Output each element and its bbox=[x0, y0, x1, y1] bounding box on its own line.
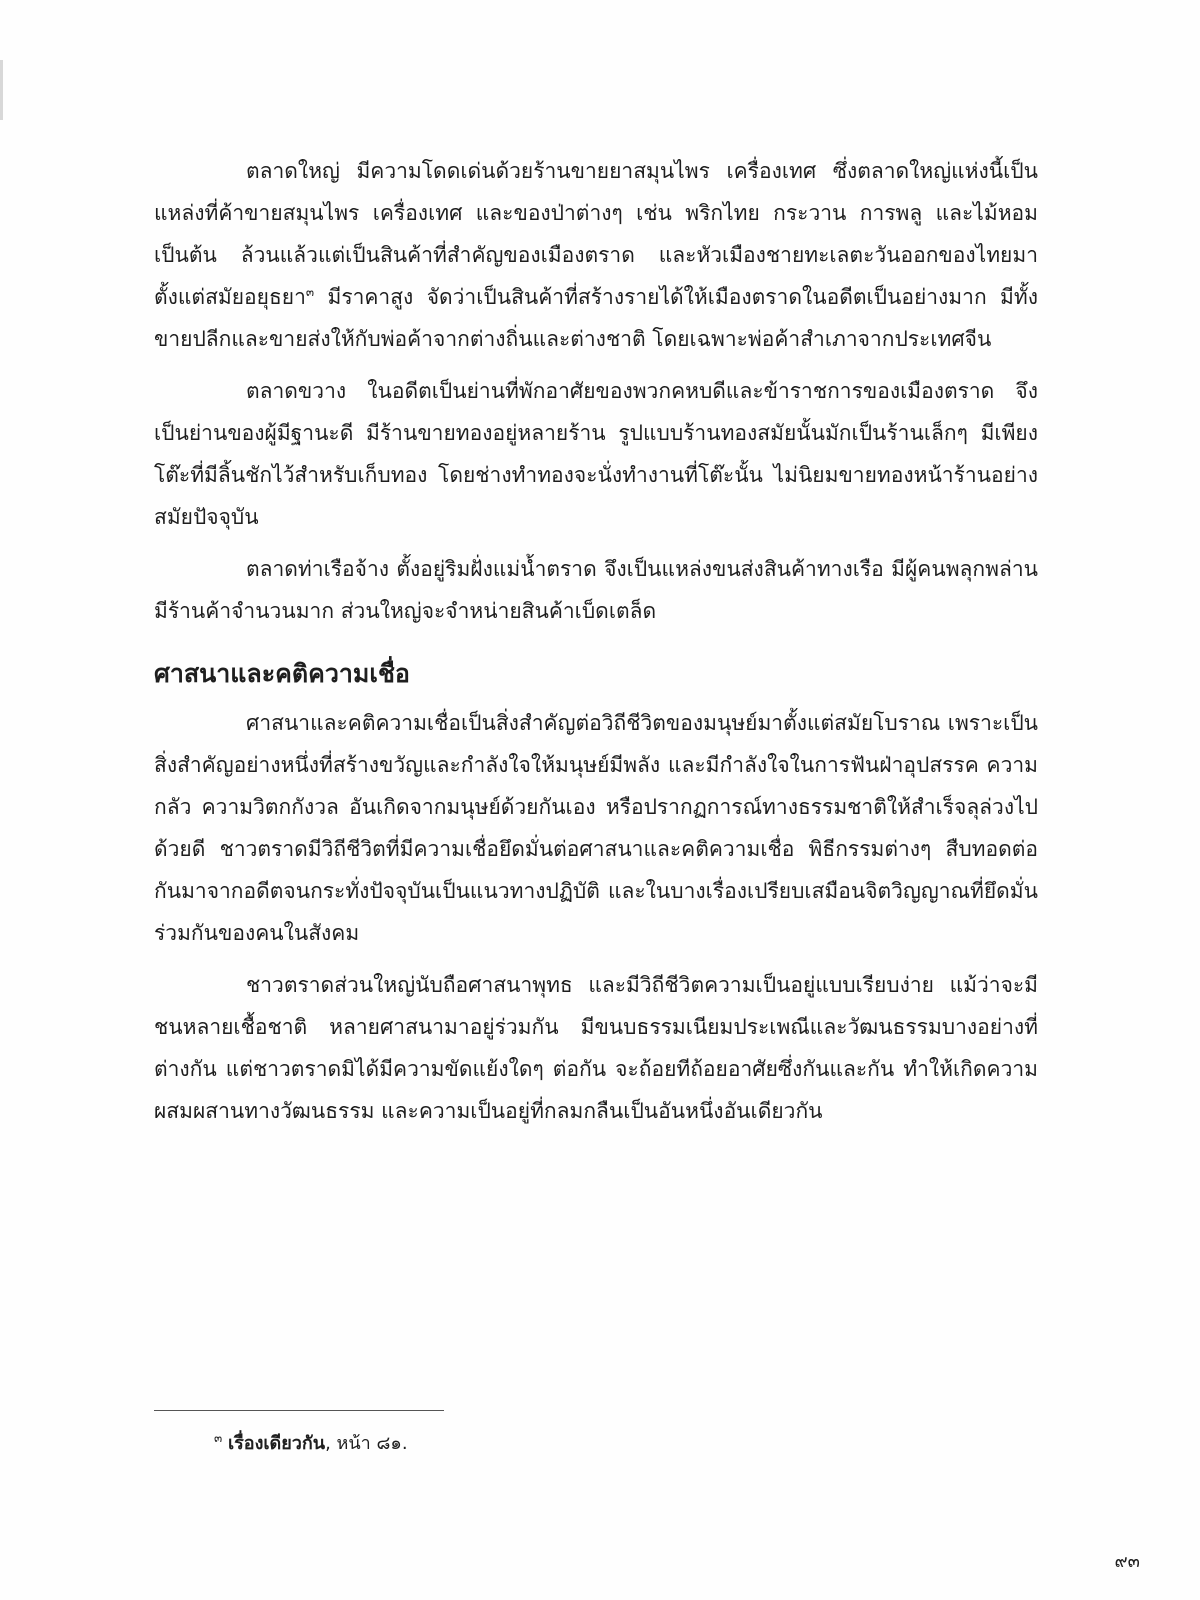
footnote-divider bbox=[154, 1410, 444, 1411]
footnote-reference: ๓ bbox=[305, 285, 315, 299]
footnote-page-ref: , หน้า ๘๑. bbox=[325, 1433, 408, 1454]
footnote-marker: ๓ bbox=[214, 1431, 223, 1445]
paragraph-text: ตลาดใหญ่ มีความโดดเด่นด้วยร้านขายยาสมุนไพร เครื่องเทศ ซึ่งตลาดใหญ่แห่งนี้เป็นแหล่งที่ค้าขายสมุนไพร เครื่องเทศ และของป่าต่างๆ เช่น พริกไทย กระวาน การพลู และไม้หอม เป็นต้น ล้วนแล้วแต่เป็นสินค้าที่สำคัญของเมืองตราด และหัวเมืองชายทะเลตะวันออกของไทยมาตั้งแต่สมัยอยุธยา bbox=[154, 159, 1038, 309]
body-text bbox=[154, 150, 1038, 1132]
paragraph-text-continued: มีราคาสูง จัดว่าเป็นสินค้าที่สร้างรายได้ให้เมืองตราดในอดีตเป็นอย่างมาก มีทั้งขายปลีกและขายส่งให้กับพ่อค้าจากต่างถิ่นและต่างชาติ โดยเฉพาะพ่อค้าสำเภาจากประเทศจีน bbox=[154, 285, 1038, 351]
paragraph-talad-khwang: ตลาดขวาง ในอดีตเป็นย่านที่พักอาศัยของพวกคหบดีและข้าราชการของเมืองตราด จึงเป็นย่านของผู้มีฐานะดี มีร้านขายทองอยู่หลายร้าน รูปแบบร้านทองสมัยนั้นมักเป็นร้านเล็กๆ มีเพียงโต๊ะที่มีลิ้นชักไว้สำหรับเก็บทอง โดยช่างทำทองจะนั่งทำงานที่โต๊ะนั้น ไม่นิยมขายทองหน้าร้านอย่างสมัยปัจจุบัน bbox=[154, 379, 1038, 529]
footnote-title: เรื่องเดียวกัน bbox=[227, 1433, 326, 1454]
scan-edge-mark bbox=[0, 60, 3, 120]
section-heading: ศาสนาและคติความเชื่อ bbox=[154, 659, 410, 688]
paragraph-talad-yai bbox=[154, 150, 1038, 360]
page-number: ๙๓ bbox=[1114, 1551, 1140, 1572]
footnote bbox=[214, 1430, 408, 1458]
paragraph-talad-tha-rue-chang: ตลาดท่าเรือจ้าง ตั้งอยู่ริมฝั่งแม่น้ำตราด จึงเป็นแหล่งขนส่งสินค้าทางเรือ มีผู้คนพลุกพล่าน มีร้านค้าจำนวนมาก ส่วนใหญ่จะจำหน่ายสินค้าเบ็ดเตล็ด bbox=[154, 557, 1038, 623]
paragraph-buddhism-harmony: ชาวตราดส่วนใหญ่นับถือศาสนาพุทธ และมีวิถีชีวิตความเป็นอยู่แบบเรียบง่าย แม้ว่าจะมีชนหลายเชื้อชาติ หลายศาสนามาอยู่ร่วมกัน มีขนบธรรมเนียมประเพณีและวัฒนธรรมบางอย่างที่ต่างกัน แต่ชาวตราดมิได้มีความขัดแย้งใดๆ ต่อกัน จะถ้อยทีถ้อยอาศัยซึ่งกันและกัน ทำให้เกิดความผสมผสานทางวัฒนธรรม และความเป็นอยู่ที่กลมกลืนเป็นอันหนึ่งอันเดียวกัน bbox=[154, 973, 1038, 1123]
paragraph-religion-beliefs: ศาสนาและคติความเชื่อเป็นสิ่งสำคัญต่อวิถีชีวิตของมนุษย์มาตั้งแต่สมัยโบราณ เพราะเป็นสิ่งสำคัญอย่างหนึ่งที่สร้างขวัญและกำลังใจให้มนุษย์มีพลัง และมีกำลังใจในการฟันฝ่าอุปสรรค ความกลัว ความวิตกกังวล อันเกิดจากมนุษย์ด้วยกันเอง หรือปรากฏการณ์ทางธรรมชาติให้สำเร็จลุล่วงไปด้วยดี ชาวตราดมีวิถีชีวิตที่มีความเชื่อยึดมั่นต่อศาสนาและคติความเชื่อ พิธีกรรมต่างๆ สืบทอดต่อกันมาจากอดีตจนกระทั่งปัจจุบันเป็นแนวทางปฏิบัติ และในบางเรื่องเปรียบเสมือนจิตวิญญาณที่ยึดมั่นร่วมกันของคนในสังคม bbox=[154, 711, 1038, 945]
